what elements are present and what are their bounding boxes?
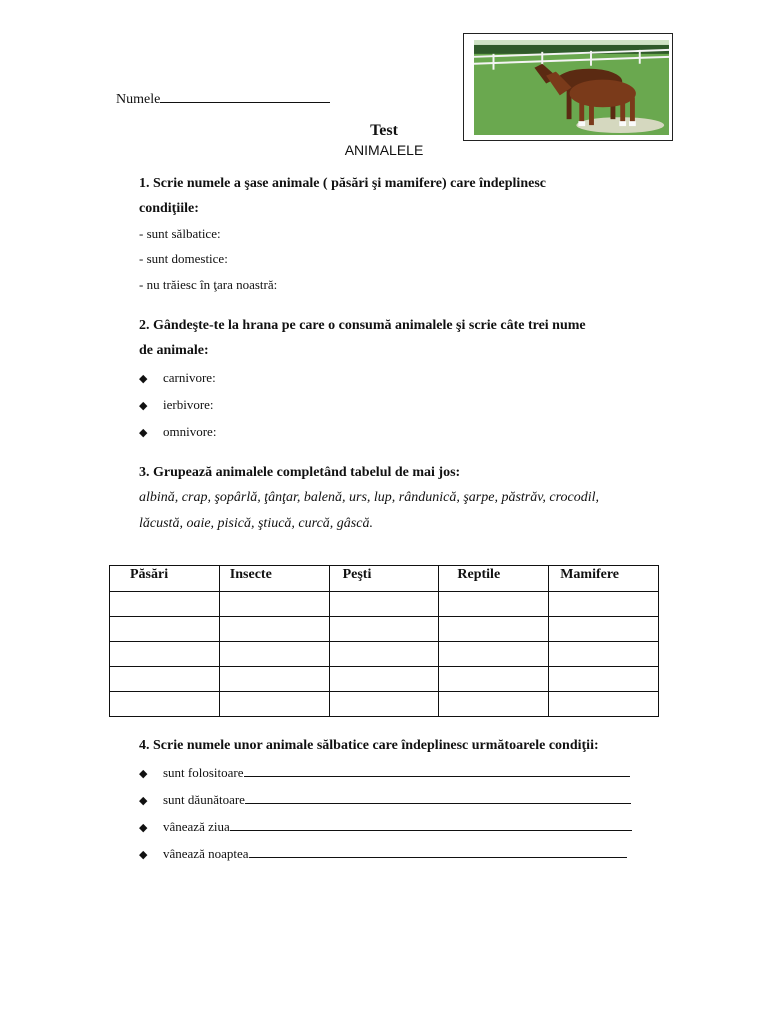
table-cell[interactable] [439,642,549,667]
table-row [110,617,659,642]
q4-item-night-hunters [139,845,627,862]
table-cell[interactable] [110,617,220,642]
table-cell[interactable] [219,667,329,692]
q4-item-label: vânează ziua [163,819,230,834]
table-cell[interactable] [329,692,439,717]
table-cell[interactable] [329,667,439,692]
q2-item-label: omnivore: [163,424,217,439]
table-cell[interactable] [549,667,659,692]
table-cell[interactable] [110,642,220,667]
question-1-line-1: 1. Scrie numele a şase animale ( păsări şi mamifere) care îndeplinesc [139,176,546,191]
q4-item-harmful [139,791,631,808]
page-title: Test [370,122,398,139]
diamond-bullet-icon: ◆ [139,768,148,780]
question-3-line: 3. Grupează animalele completând tabelul de mai jos: [139,465,461,480]
table-cell[interactable] [439,692,549,717]
table-row [110,692,659,717]
table-cell[interactable] [110,592,220,617]
header-insects: Insecte [219,566,329,592]
header-reptiles: Reptile [439,566,549,592]
student-name-line [116,88,330,108]
header-birds: Păsări [110,566,220,592]
table-cell[interactable] [110,667,220,692]
q2-item-carnivore [139,370,216,386]
question-2-line-2: de animale: [139,343,209,358]
table-cell[interactable] [329,592,439,617]
q3-animals-line-1: albină, crap, şopârlă, ţânţar, balenă, urs, lup, rândunică, şarpe, păstrăv, crocodil, [139,490,600,505]
table-cell[interactable] [329,617,439,642]
table-row [110,667,659,692]
classification-table [109,565,659,717]
table-cell[interactable] [219,617,329,642]
table-cell[interactable] [439,592,549,617]
name-label: Numele [116,92,161,107]
q1-item-wild: - sunt sălbatice: [139,226,221,241]
diamond-bullet-icon: ◆ [139,427,148,439]
table-cell[interactable] [549,642,659,667]
q2-item-label: ierbivore: [163,397,214,412]
table-cell[interactable] [219,642,329,667]
horses-image [474,40,669,135]
answer-blank[interactable] [244,764,630,777]
table-cell[interactable] [219,692,329,717]
diamond-bullet-icon: ◆ [139,822,148,834]
q1-item-domestic: - sunt domestice: [139,251,228,266]
answer-blank[interactable] [249,845,627,858]
table-cell[interactable] [439,667,549,692]
header-mammals: Mamifere [549,566,659,592]
q3-animals-line-2: lăcustă, oaie, pisică, ştiucă, curcă, gâscă. [139,516,373,531]
name-blank[interactable] [160,88,330,103]
q4-item-label: vânează noaptea [163,846,249,861]
table-cell[interactable] [329,642,439,667]
table-header-row [110,566,659,592]
answer-blank[interactable] [230,818,632,831]
diamond-bullet-icon: ◆ [139,400,148,412]
q4-item-label: sunt folositoare [163,765,244,780]
table-row [110,592,659,617]
table-cell[interactable] [549,692,659,717]
q2-item-herbivore [139,397,214,413]
q4-item-useful [139,764,630,781]
table-cell[interactable] [110,692,220,717]
q2-item-label: carnivore: [163,370,216,385]
question-1-line-2: condiţiile: [139,201,199,216]
table-row [110,642,659,667]
q4-item-label: sunt dăunătoare [163,792,245,807]
q2-item-omnivore [139,424,216,440]
diamond-bullet-icon: ◆ [139,849,148,861]
table-cell[interactable] [549,592,659,617]
table-cell[interactable] [549,617,659,642]
table-cell[interactable] [439,617,549,642]
diamond-bullet-icon: ◆ [139,795,148,807]
question-4-line: 4. Scrie numele unor animale sălbatice care îndeplinesc următoarele condiţii: [139,738,599,753]
q4-item-day-hunters [139,818,632,835]
question-2-line-1: 2. Gândeşte-te la hrana pe care o consumă animalele şi scrie câte trei nume [139,318,586,333]
q1-item-foreign: - nu trăiesc în ţara noastră: [139,277,278,292]
answer-blank[interactable] [245,791,631,804]
header-fish: Peşti [329,566,439,592]
diamond-bullet-icon: ◆ [139,373,148,385]
table-cell[interactable] [219,592,329,617]
page-subtitle: ANIMALELE [344,142,424,158]
